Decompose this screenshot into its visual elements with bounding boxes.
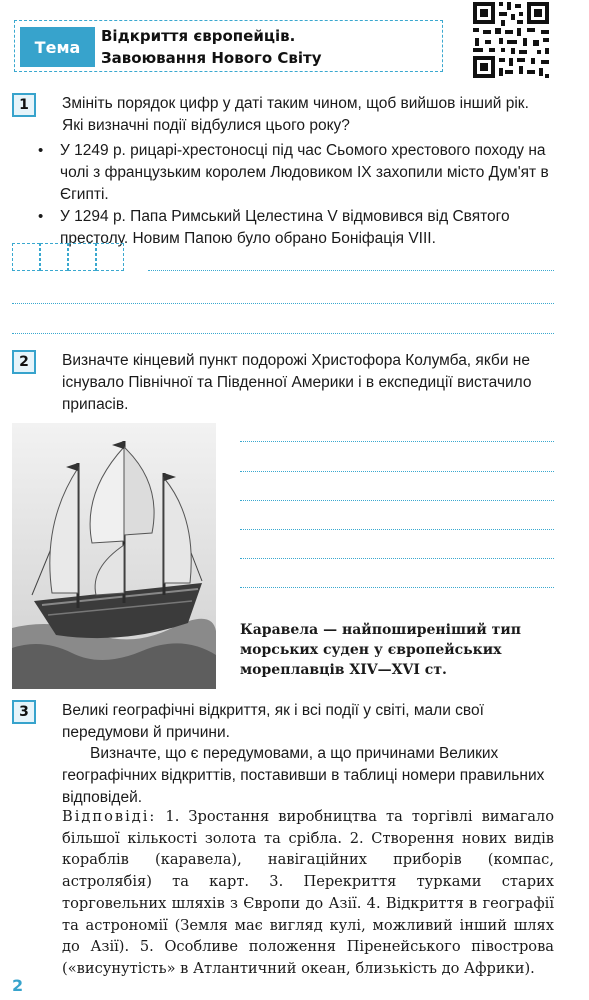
qr-code-icon[interactable] [471,0,551,80]
digit-box[interactable] [40,243,68,271]
topic-title-line1: Відкриття європейців. [101,27,296,45]
answer-line[interactable] [240,558,554,559]
answers-text: 1. Зростання виробництва та торгівлі вимагало більшої кількості золота та срібла. 2. Створення нових видів кораблів (каравела), навігаційних приборів (компас, астролябія) та карт. 3. Перекриття турками старих торговельних шляхів з Європи до Азії. 4. Відкриття в географії та астрономії (Земля має вигляд кулі, можливий інший шлях до Азії). 5. Особливе положення Піренейського півострова («висунутість» в Атлантичний океан, близькість до Африки). [62,808,554,977]
year-digit-boxes [12,243,124,271]
task1-bullet-2: У 1294 р. Папа Римський Целестина V відмовився від Святого престолу. Новим Папою було обрано Боніфація VIII. [60,208,510,247]
digit-box[interactable] [68,243,96,271]
task-number-1: 1 [12,93,36,117]
task1-bullet-list [38,140,554,250]
answer-line[interactable] [12,303,554,304]
topic-title [101,25,436,69]
answer-line[interactable] [240,529,554,530]
answer-line[interactable] [148,270,554,271]
task-number-3: 3 [12,700,36,724]
task-number-2: 2 [12,350,36,374]
task2-question: Визначте кінцевий пункт подорожі Христофора Колумба, якби не існувало Північної та Південної Америки і в експедиції вистачило припасів. [62,352,532,413]
bullet-icon: • [38,208,44,225]
answer-line[interactable] [240,500,554,501]
bullet-icon: • [38,142,44,159]
task3-intro: Великі географічні відкриття, як і всі події у світі, мали свої передумови й причини. [62,702,484,741]
caravel-ship-illustration [12,423,216,689]
answer-line[interactable] [12,333,554,334]
task1-question: Змініть порядок цифр у даті таким чином, щоб вийшов інший рік. Які визначні події відбулися цього року? [62,95,529,134]
topic-title-line2: Завоювання Нового Світу [101,49,322,67]
page-number: 2 [12,976,24,995]
answers-label: Відповіді: [62,808,157,825]
answer-line[interactable] [240,441,554,442]
answer-line[interactable] [240,587,554,588]
digit-box[interactable] [12,243,40,271]
answer-line[interactable] [240,471,554,472]
image-caption: Каравела — найпоширеніший тип морських суден у європейських мореплавців XIV—XVI ст. [240,622,521,678]
digit-box[interactable] [96,243,124,271]
task3-instruction: Визначте, що є передумовами, а що причинами Великих географічних відкриттів, поставивши в таблиці номери правильних відповідей. [62,745,545,806]
task1-bullet-1: У 1249 р. рицарі-хрестоносці під час Сьомого хрестового походу на чолі з французьким королем Людовиком IX захопили місто Дум'ят в Єгипті. [60,142,549,203]
list-item [38,140,554,206]
task3-answers [62,806,554,980]
topic-tag: Тема [20,27,95,67]
